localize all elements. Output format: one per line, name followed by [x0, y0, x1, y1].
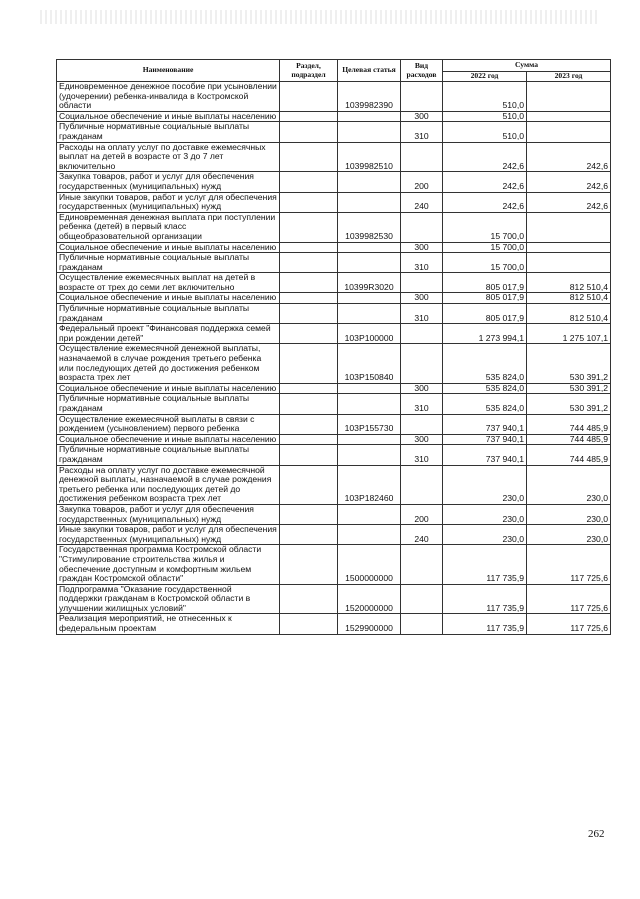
row-sum-2022-cell: 117 735,9 — [443, 614, 527, 634]
row-name-cell: Социальное обеспечение и иные выплаты населению — [57, 111, 280, 122]
row-name-cell: Публичные нормативные социальные выплаты гражданам — [57, 304, 280, 324]
row-target-cell: 10399R3020 — [338, 273, 401, 293]
row-name-cell: Закупка товаров, работ и услуг для обеспечения государственных (муниципальных) нужд — [57, 172, 280, 192]
row-name-cell: Публичные нормативные социальные выплаты гражданам — [57, 445, 280, 465]
row-sum-2022-cell: 535 824,0 — [443, 383, 527, 394]
row-sum-2023-cell — [527, 122, 611, 142]
row-section-cell — [280, 394, 338, 414]
row-type-cell — [401, 142, 443, 172]
header-year-2023: 2023 год — [527, 72, 611, 82]
row-sum-2022-cell: 230,0 — [443, 504, 527, 524]
header-name: Наименование — [57, 60, 280, 82]
row-name-cell: Закупка товаров, работ и услуг для обеспечения государственных (муниципальных) нужд — [57, 504, 280, 524]
row-sum-2023-cell: 812 510,4 — [527, 304, 611, 324]
row-target-cell — [338, 293, 401, 304]
row-section-cell — [280, 142, 338, 172]
row-name-cell: Подпрограмма "Оказание государственной поддержки гражданам в Костромской области в улучшении жилищных условий" — [57, 584, 280, 614]
row-type-cell: 300 — [401, 434, 443, 445]
row-target-cell — [338, 172, 401, 192]
row-sum-2023-cell — [527, 82, 611, 112]
row-target-cell — [338, 304, 401, 324]
row-type-cell: 200 — [401, 172, 443, 192]
row-type-cell — [401, 82, 443, 112]
row-section-cell — [280, 434, 338, 445]
row-section-cell — [280, 445, 338, 465]
row-name-cell: Публичные нормативные социальные выплаты гражданам — [57, 122, 280, 142]
row-sum-2022-cell: 805 017,9 — [443, 273, 527, 293]
row-sum-2022-cell: 535 824,0 — [443, 394, 527, 414]
row-target-cell: 103P150840 — [338, 344, 401, 383]
table-row — [57, 614, 611, 634]
row-target-cell — [338, 383, 401, 394]
row-sum-2022-cell: 230,0 — [443, 525, 527, 545]
row-sum-2022-cell: 15 700,0 — [443, 242, 527, 253]
row-type-cell: 310 — [401, 304, 443, 324]
row-section-cell — [280, 344, 338, 383]
row-name-cell: Осуществление ежемесячной денежной выплаты, назначаемой в случае рождения третьего ребенка или последующих детей до достижения ребенком возраста трех лет — [57, 344, 280, 383]
row-section-cell — [280, 82, 338, 112]
table-body — [57, 82, 611, 635]
table-row — [57, 142, 611, 172]
row-sum-2022-cell: 242,6 — [443, 192, 527, 212]
row-section-cell — [280, 293, 338, 304]
table-row — [57, 273, 611, 293]
row-section-cell — [280, 584, 338, 614]
row-sum-2023-cell — [527, 212, 611, 242]
row-name-cell: Социальное обеспечение и иные выплаты населению — [57, 293, 280, 304]
row-sum-2022-cell: 535 824,0 — [443, 344, 527, 383]
row-target-cell — [338, 111, 401, 122]
table-row — [57, 445, 611, 465]
row-sum-2022-cell: 230,0 — [443, 465, 527, 504]
row-name-cell: Расходы на оплату услуг по доставке ежемесячных выплат на детей в возрасте от 3 до 7 лет включительно — [57, 142, 280, 172]
row-section-cell — [280, 504, 338, 524]
row-sum-2022-cell: 737 940,1 — [443, 414, 527, 434]
row-sum-2022-cell: 805 017,9 — [443, 293, 527, 304]
row-type-cell: 310 — [401, 394, 443, 414]
row-target-cell: 1529900000 — [338, 614, 401, 634]
row-type-cell: 300 — [401, 111, 443, 122]
row-target-cell: 1039982390 — [338, 82, 401, 112]
row-target-cell — [338, 253, 401, 273]
table-row — [57, 394, 611, 414]
row-target-cell: 1520000000 — [338, 584, 401, 614]
row-target-cell — [338, 434, 401, 445]
row-name-cell: Иные закупки товаров, работ и услуг для обеспечения государственных (муниципальных) нужд — [57, 525, 280, 545]
table-header — [57, 60, 611, 82]
row-sum-2022-cell: 242,6 — [443, 142, 527, 172]
row-sum-2023-cell: 230,0 — [527, 525, 611, 545]
row-section-cell — [280, 545, 338, 584]
table-row — [57, 324, 611, 344]
row-section-cell — [280, 253, 338, 273]
row-section-cell — [280, 122, 338, 142]
table-row — [57, 212, 611, 242]
row-name-cell: Публичные нормативные социальные выплаты гражданам — [57, 253, 280, 273]
row-name-cell: Публичные нормативные социальные выплаты гражданам — [57, 394, 280, 414]
row-sum-2023-cell: 530 391,2 — [527, 383, 611, 394]
row-sum-2023-cell — [527, 242, 611, 253]
row-type-cell — [401, 414, 443, 434]
row-name-cell: Осуществление ежемесячной выплаты в связи с рождением (усыновлением) первого ребенка — [57, 414, 280, 434]
row-type-cell — [401, 584, 443, 614]
row-sum-2023-cell — [527, 253, 611, 273]
row-sum-2022-cell: 737 940,1 — [443, 434, 527, 445]
table-row — [57, 465, 611, 504]
row-sum-2023-cell: 744 485,9 — [527, 434, 611, 445]
row-section-cell — [280, 465, 338, 504]
row-type-cell — [401, 324, 443, 344]
row-name-cell: Социальное обеспечение и иные выплаты населению — [57, 242, 280, 253]
row-sum-2023-cell: 1 275 107,1 — [527, 324, 611, 344]
row-section-cell — [280, 212, 338, 242]
row-sum-2023-cell: 530 391,2 — [527, 394, 611, 414]
row-section-cell — [280, 304, 338, 324]
table-row — [57, 434, 611, 445]
table-row — [57, 172, 611, 192]
table-row — [57, 504, 611, 524]
row-sum-2023-cell: 117 725,6 — [527, 545, 611, 584]
row-sum-2022-cell: 805 017,9 — [443, 304, 527, 324]
table-row — [57, 545, 611, 584]
row-sum-2022-cell: 117 735,9 — [443, 584, 527, 614]
table-row — [57, 584, 611, 614]
row-type-cell: 300 — [401, 383, 443, 394]
row-target-cell — [338, 504, 401, 524]
row-section-cell — [280, 383, 338, 394]
table-row — [57, 293, 611, 304]
row-name-cell: Единовременная денежная выплата при поступлении ребенка (детей) в первый класс общеобразовательной организации — [57, 212, 280, 242]
row-sum-2022-cell: 510,0 — [443, 122, 527, 142]
row-target-cell: 1500000000 — [338, 545, 401, 584]
row-section-cell — [280, 324, 338, 344]
row-name-cell: Реализация мероприятий, не отнесенных к федеральным проектам — [57, 614, 280, 634]
row-section-cell — [280, 172, 338, 192]
row-type-cell — [401, 212, 443, 242]
table-row — [57, 414, 611, 434]
row-target-cell — [338, 192, 401, 212]
header-type: Вид расходов — [401, 60, 443, 82]
row-section-cell — [280, 414, 338, 434]
row-type-cell: 300 — [401, 242, 443, 253]
row-sum-2023-cell: 117 725,6 — [527, 584, 611, 614]
row-target-cell: 1039982530 — [338, 212, 401, 242]
row-sum-2023-cell: 812 510,4 — [527, 293, 611, 304]
row-type-cell: 200 — [401, 504, 443, 524]
header-target: Целевая статья — [338, 60, 401, 82]
row-sum-2023-cell: 744 485,9 — [527, 414, 611, 434]
row-sum-2023-cell: 230,0 — [527, 504, 611, 524]
row-section-cell — [280, 242, 338, 253]
table-row — [57, 304, 611, 324]
row-type-cell — [401, 545, 443, 584]
header-section: Раздел, подраздел — [280, 60, 338, 82]
row-sum-2022-cell: 510,0 — [443, 82, 527, 112]
row-section-cell — [280, 111, 338, 122]
row-section-cell — [280, 525, 338, 545]
row-type-cell — [401, 273, 443, 293]
row-type-cell — [401, 344, 443, 383]
table-row — [57, 242, 611, 253]
row-type-cell: 300 — [401, 293, 443, 304]
row-name-cell: Государственная программа Костромской области "Стимулирование строительства жилья и обеспечение доступным и комфортным жильем граждан Костромской области" — [57, 545, 280, 584]
page-number: 262 — [588, 828, 605, 840]
row-sum-2023-cell — [527, 111, 611, 122]
row-type-cell: 240 — [401, 525, 443, 545]
row-target-cell — [338, 242, 401, 253]
table-row — [57, 122, 611, 142]
row-type-cell: 310 — [401, 122, 443, 142]
row-sum-2023-cell: 242,6 — [527, 172, 611, 192]
row-sum-2022-cell: 737 940,1 — [443, 445, 527, 465]
row-name-cell: Федеральный проект "Финансовая поддержка семей при рождении детей" — [57, 324, 280, 344]
row-type-cell: 240 — [401, 192, 443, 212]
row-sum-2022-cell: 510,0 — [443, 111, 527, 122]
row-target-cell — [338, 445, 401, 465]
row-section-cell — [280, 192, 338, 212]
row-sum-2023-cell: 530 391,2 — [527, 344, 611, 383]
row-target-cell: 1039982510 — [338, 142, 401, 172]
row-sum-2022-cell: 117 735,9 — [443, 545, 527, 584]
row-name-cell: Осуществление ежемесячных выплат на детей в возрасте от трех до семи лет включительно — [57, 273, 280, 293]
table-row — [57, 525, 611, 545]
table-row — [57, 192, 611, 212]
row-name-cell: Иные закупки товаров, работ и услуг для обеспечения государственных (муниципальных) нужд — [57, 192, 280, 212]
row-target-cell — [338, 525, 401, 545]
row-sum-2023-cell: 230,0 — [527, 465, 611, 504]
table-row — [57, 82, 611, 112]
row-section-cell — [280, 614, 338, 634]
row-target-cell: 103P182460 — [338, 465, 401, 504]
row-target-cell: 103P100000 — [338, 324, 401, 344]
scan-artifact — [40, 10, 600, 24]
row-section-cell — [280, 273, 338, 293]
row-name-cell: Единовременное денежное пособие при усыновлении (удочерении) ребенка-инвалида в Костромской области — [57, 82, 280, 112]
row-target-cell — [338, 122, 401, 142]
row-sum-2023-cell: 242,6 — [527, 142, 611, 172]
row-sum-2022-cell: 15 700,0 — [443, 212, 527, 242]
row-sum-2023-cell: 744 485,9 — [527, 445, 611, 465]
row-sum-2023-cell: 242,6 — [527, 192, 611, 212]
table-row — [57, 344, 611, 383]
header-year-2022: 2022 год — [443, 72, 527, 82]
row-sum-2023-cell: 117 725,6 — [527, 614, 611, 634]
row-sum-2023-cell: 812 510,4 — [527, 273, 611, 293]
row-type-cell: 310 — [401, 253, 443, 273]
row-type-cell — [401, 614, 443, 634]
row-target-cell — [338, 394, 401, 414]
table-row — [57, 111, 611, 122]
row-sum-2022-cell: 1 273 994,1 — [443, 324, 527, 344]
table-row — [57, 253, 611, 273]
budget-table — [56, 59, 611, 635]
row-type-cell: 310 — [401, 445, 443, 465]
row-name-cell: Расходы на оплату услуг по доставке ежемесячной денежной выплаты, назначаемой в случае рождения третьего ребенка или последующих детей до достижения ребенком возраста трех лет — [57, 465, 280, 504]
row-target-cell: 103P155730 — [338, 414, 401, 434]
row-sum-2022-cell: 15 700,0 — [443, 253, 527, 273]
row-type-cell — [401, 465, 443, 504]
row-name-cell: Социальное обеспечение и иные выплаты населению — [57, 383, 280, 394]
table-row — [57, 383, 611, 394]
header-sum: Сумма — [443, 60, 611, 72]
row-sum-2022-cell: 242,6 — [443, 172, 527, 192]
row-name-cell: Социальное обеспечение и иные выплаты населению — [57, 434, 280, 445]
